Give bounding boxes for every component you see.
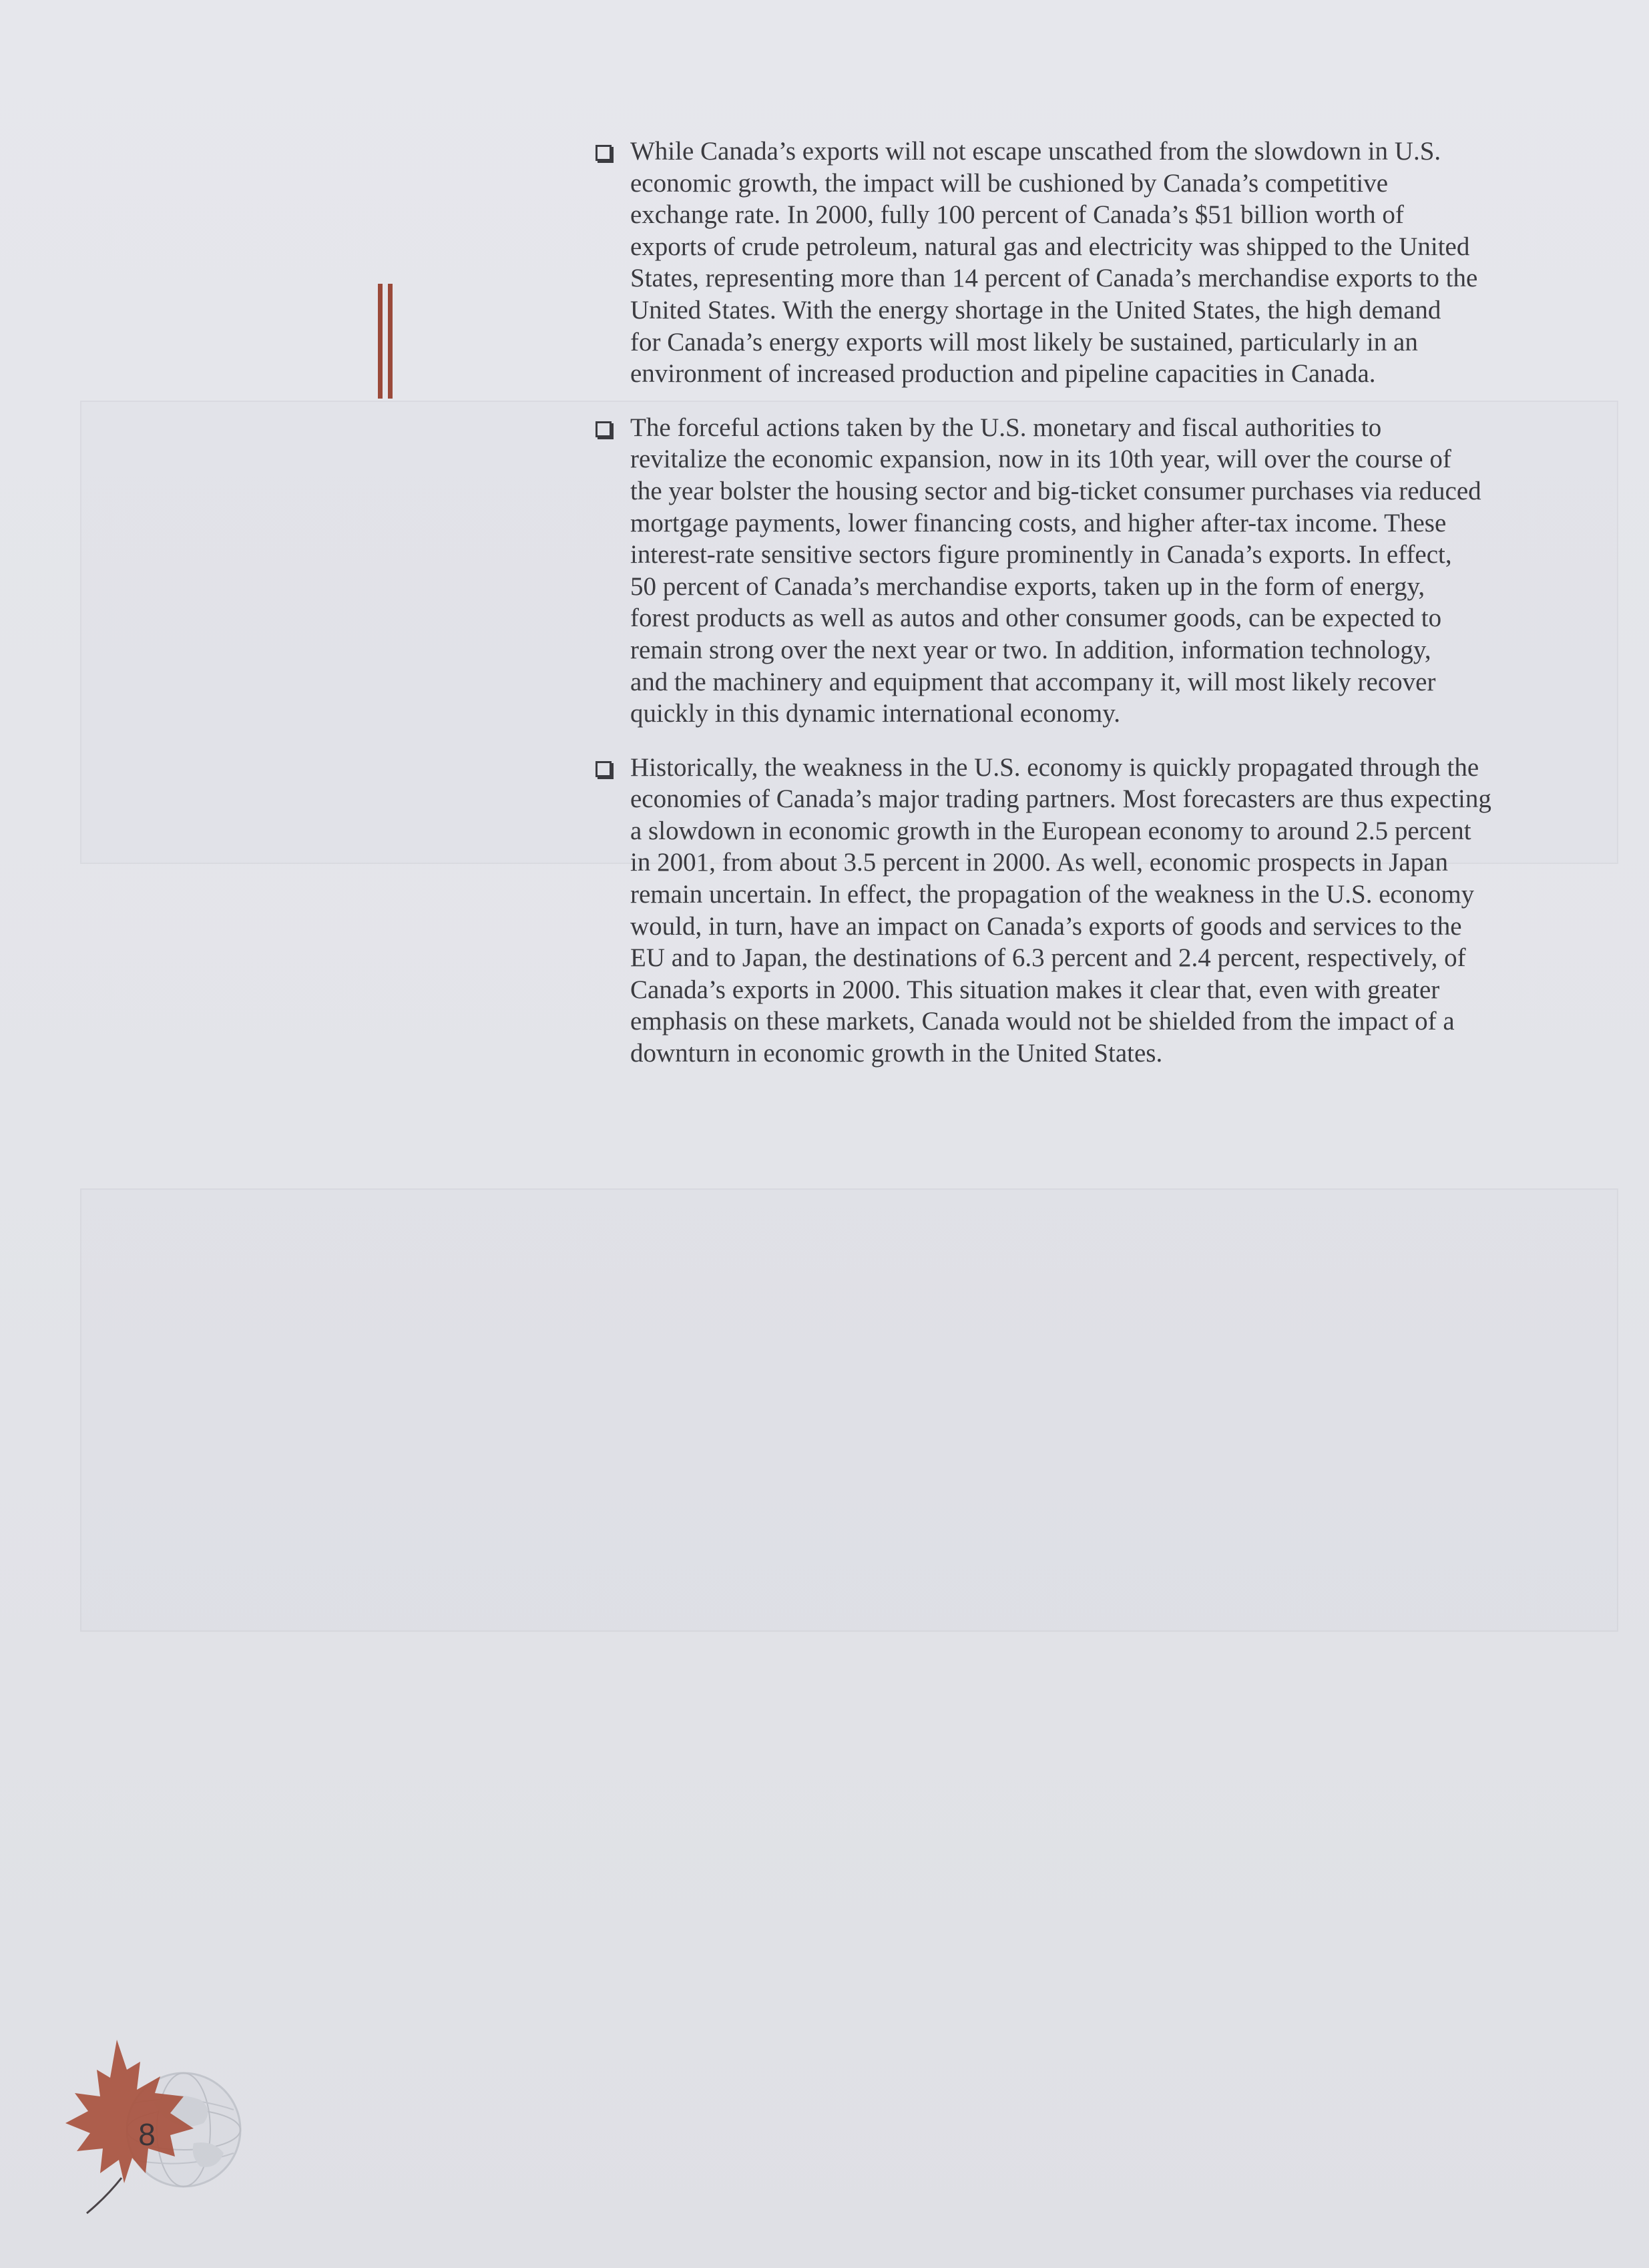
text-line: and the machinery and equipment that accompany it, will most likely recover xyxy=(630,667,1436,696)
text-line: downturn in economic growth in the United States. xyxy=(630,1039,1163,1068)
text-line: environment of increased production and pipeline capacities in Canada. xyxy=(630,359,1376,389)
show-through-shadow xyxy=(80,1188,1618,1632)
text-line: exchange rate. In 2000, fully 100 percent of Canada’s $51 billion worth of xyxy=(630,200,1404,230)
text-line: forest products as well as autos and other consumer goods, can be expected to xyxy=(630,604,1442,633)
accent-bar xyxy=(388,284,393,399)
checkbox-icon xyxy=(596,421,612,437)
text-line: for Canada’s energy exports will most likely be sustained, particularly in an xyxy=(630,327,1418,357)
text-line: remain uncertain. In effect, the propagation of the weakness in the U.S. economy xyxy=(630,880,1475,909)
bullet-list xyxy=(593,136,1568,1092)
text-line: emphasis on these markets, Canada would not be shielded from the impact of a xyxy=(630,1007,1455,1036)
text-line: exports of crude petroleum, natural gas and electricity was shipped to the United xyxy=(630,232,1470,261)
maple-leaf-stem xyxy=(87,2178,122,2213)
text-line: revitalize the economic expansion, now in its 10th year, will over the course of xyxy=(630,445,1451,474)
accent-bars xyxy=(378,284,394,399)
text-line: EU and to Japan, the destinations of 6.3 percent and 2.4 percent, respectively, of xyxy=(630,943,1466,973)
text-line: The forceful actions taken by the U.S. monetary and fiscal authorities to xyxy=(630,413,1382,442)
text-line: While Canada’s exports will not escape unscathed from the slowdown in U.S. xyxy=(630,137,1441,166)
accent-bar xyxy=(378,284,383,399)
text-line: States, representing more than 14 percent of Canada’s merchandise exports to the xyxy=(630,264,1478,293)
bullet-item-monetary-fiscal xyxy=(593,412,1568,730)
text-line: quickly in this dynamic international economy. xyxy=(630,699,1120,728)
text-line: remain strong over the next year or two. In addition, information technology, xyxy=(630,635,1431,664)
bullet-item-trading-partners xyxy=(593,752,1568,1070)
bullet-item-energy-exports xyxy=(593,136,1568,390)
text-line: a slowdown in economic growth in the European economy to around 2.5 percent xyxy=(630,816,1471,845)
text-line: the year bolster the housing sector and big-ticket consumer purchases via reduced xyxy=(630,476,1481,505)
text-line: Canada’s exports in 2000. This situation makes it clear that, even with greater xyxy=(630,975,1440,1004)
text-line: would, in turn, have an impact on Canada’s exports of goods and services to the xyxy=(630,911,1462,941)
text-line: economic growth, the impact will be cushioned by Canada’s competitive xyxy=(630,168,1389,198)
text-line: United States. With the energy shortage in the United States, the high demand xyxy=(630,295,1441,324)
text-line: mortgage payments, lower financing costs, and higher after-tax income. These xyxy=(630,508,1447,537)
text-line: in 2001, from about 3.5 percent in 2000. As well, economic prospects in Japan xyxy=(630,848,1448,877)
checkbox-icon xyxy=(596,145,612,161)
text-line: 50 percent of Canada’s merchandise exports, taken up in the form of energy, xyxy=(630,572,1425,601)
checkbox-icon xyxy=(596,761,612,777)
page-number: 8 xyxy=(138,2117,156,2152)
text-line: Historically, the weakness in the U.S. economy is quickly propagated through the xyxy=(630,752,1479,782)
text-line: interest-rate sensitive sectors figure prominently in Canada’s exports. In effect, xyxy=(630,540,1452,570)
text-line: economies of Canada’s major trading partners. Most forecasters are thus expecting xyxy=(630,784,1491,814)
